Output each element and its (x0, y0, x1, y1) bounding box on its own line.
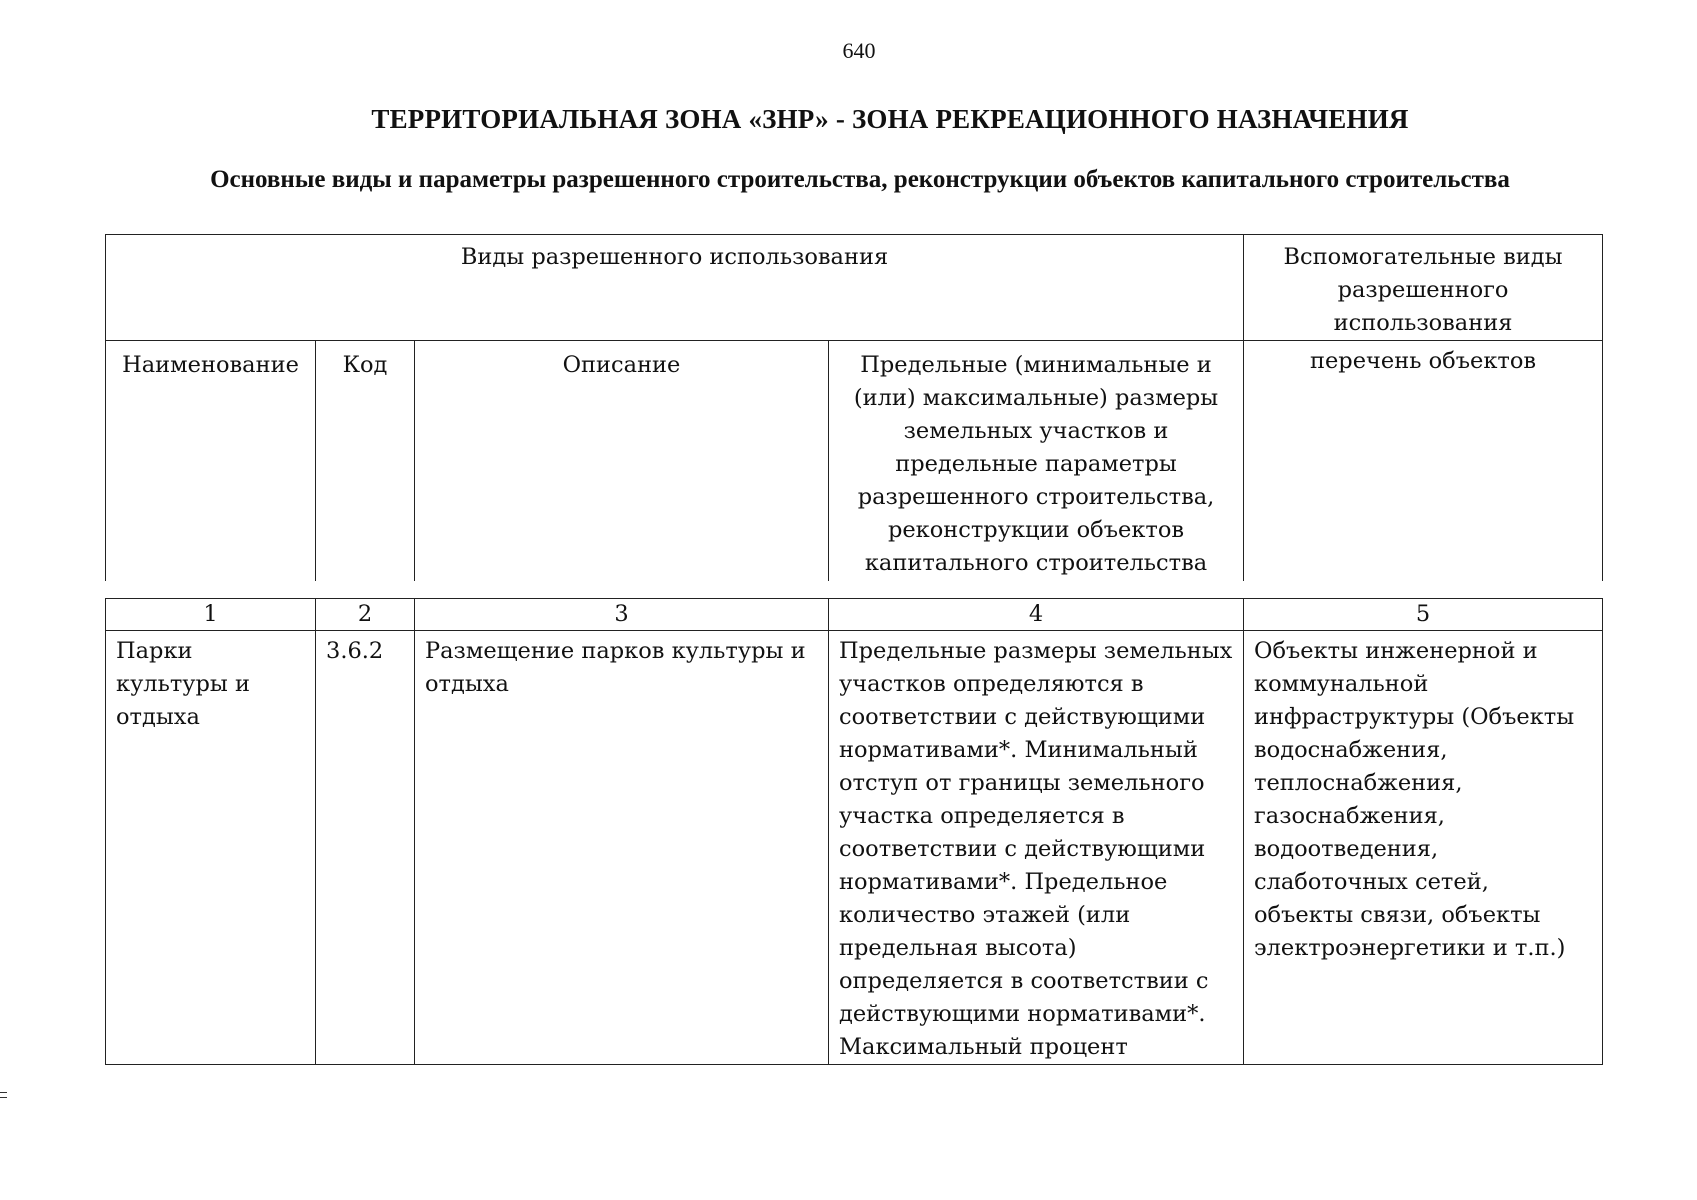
data-table (105, 598, 1603, 1065)
column-number: 2 (316, 599, 415, 631)
col-header-name (106, 341, 316, 582)
cell-name (106, 631, 316, 1065)
column-number-row (106, 599, 1603, 631)
header-main-group (106, 235, 1244, 341)
header-aux-group (1244, 235, 1603, 341)
col-header-aux-list-label: перечень объектов (1309, 348, 1537, 374)
cell-aux (1244, 631, 1603, 1065)
zone-title: ТЕРРИТОРИАЛЬНАЯ ЗОНА «ЗНР» - ЗОНА РЕКРЕАЦИОННОГО НАЗНАЧЕНИЯ (371, 104, 1409, 134)
section-title: Основные виды и параметры разрешенного строительства, реконструкции объектов капитального строительства (210, 166, 1510, 193)
col-header-description (415, 341, 829, 582)
column-number: 5 (1244, 599, 1603, 631)
col-header-limits-label: Предельные (минимальные и (или) максимальные) размеры земельных участков и предельные параметры разрешенного строительства, реконструкции объектов капитального строительства (853, 352, 1219, 576)
cell-limits (829, 631, 1244, 1065)
header-table (105, 234, 1603, 581)
column-number: 3 (415, 599, 829, 631)
cell-aux-text: Объекты инженерной и коммунальной инфраструктуры (Объекты водоснабжения, теплоснабжения, газоснабжения, водоотведения, слаботочных сетей, объекты связи, объекты электроэнергетики и т.п.) (1254, 638, 1575, 961)
col-header-aux-list (1244, 341, 1603, 582)
cell-description-text: Размещение парков культуры и отдыха (425, 638, 806, 697)
cell-code (316, 631, 415, 1065)
page-number: 640 (842, 38, 876, 63)
cell-name-text: Парки культуры и отдыха (116, 638, 250, 730)
margin-mark (0, 1092, 7, 1098)
header-main-group-label: Виды разрешенного использования (460, 244, 889, 270)
col-header-name-label: Наименование (122, 352, 299, 378)
header-aux-group-label: Вспомогательные виды разрешенного использования (1283, 244, 1563, 336)
column-number: 4 (829, 599, 1244, 631)
column-number: 1 (106, 599, 316, 631)
col-header-description-label: Описание (562, 352, 681, 378)
col-header-limits (829, 341, 1244, 582)
table-row (106, 631, 1603, 1065)
cell-limits-text: Предельные размеры земельных участков определяются в соответствии с действующими нормативами*. Минимальный отступ от границы земельного участка определяется в соответствии с действующими нормативами*. Предельное количество этажей (или предельная высота) определяется в соответствии с действующими нормативами*. Максимальный процент (839, 638, 1233, 1060)
cell-code-text: 3.6.2 (326, 638, 384, 664)
col-header-code-label: Код (342, 352, 388, 378)
cell-description (415, 631, 829, 1065)
col-header-code (316, 341, 415, 582)
